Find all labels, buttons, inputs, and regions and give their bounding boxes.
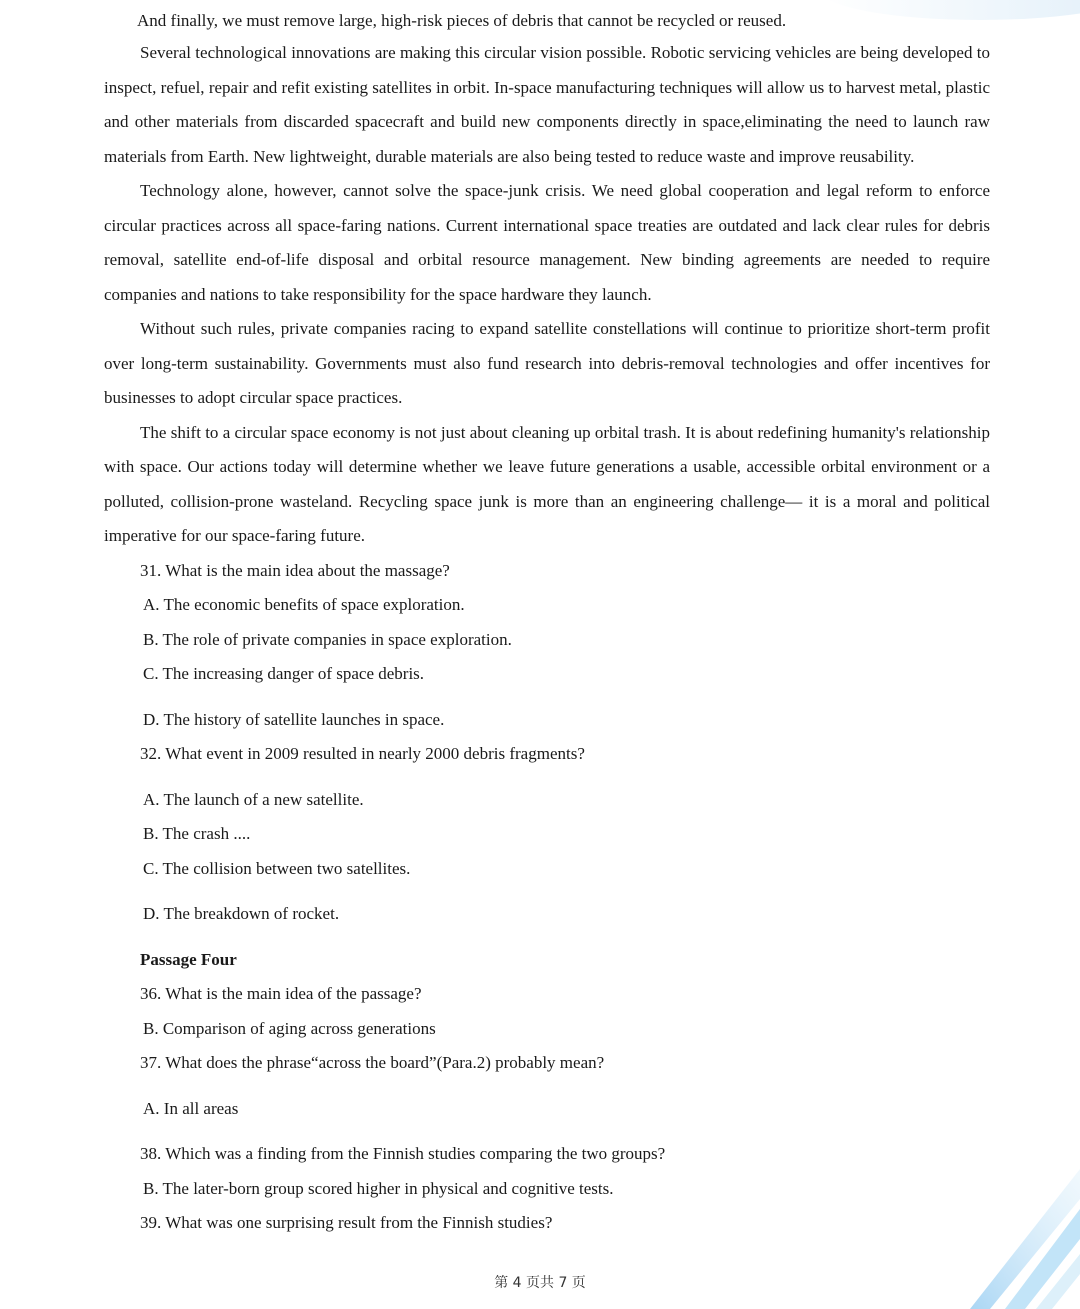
option-c: C. The collision between two satellites.: [143, 858, 411, 878]
question-text: 37. What does the phrase“across the board”(Para.2) probably mean?: [140, 1053, 605, 1072]
question-text: 31. What is the main idea about the massage?: [140, 560, 450, 580]
decorative-corner-stripes: [970, 1169, 1080, 1309]
question-38: [104, 1137, 990, 1206]
paragraph-3: Technology alone, however, cannot solve the space-junk crisis. We need global cooperation and legal reform to enforce circular practices across all space-faring nations. Current international space treaties are outdated and lack clear rules for debris removal, satellite end-of-life disposal and orbital resource management. New binding agreements are needed to require companies and nations to take responsibility for the space hardware they launch.: [104, 181, 990, 304]
page-content: [104, 6, 990, 1241]
section-heading-passage-four: Passage Four: [140, 949, 237, 969]
option-b: B. The crash ....: [143, 824, 251, 843]
option-b: B. The role of private companies in space exploration.: [143, 629, 512, 649]
question-37: [104, 1046, 990, 1126]
question-text: 32. What event in 2009 resulted in nearly 2000 debris fragments?: [140, 744, 585, 763]
question-36: [104, 977, 990, 1046]
question-39: [104, 1206, 990, 1241]
question-32: [104, 737, 990, 932]
option-a: A. The launch of a new satellite.: [143, 789, 364, 809]
paragraph-2: Several technological innovations are making this circular vision possible. Robotic servicing vehicles are being developed to inspect, refuel, repair and refit existing satellites in orbit. In-space manufacturing techniques will allow us to harvest metal, plastic and other materials from discarded spacecraft and build new components directly in space,eliminating the need to launch raw materials from Earth. New lightweight, durable materials are also being tested to reduce waste and improve reusability.: [104, 43, 990, 166]
paragraph-5: The shift to a circular space economy is not just about cleaning up orbital trash. It is about redefining humanity's relationship with space. Our actions today will determine whether we leave future generations a usable, accessible orbital environment or a polluted, collision-prone wasteland. Recycling space junk is more than an engineering challenge— it is a moral and political imperative for our space-faring future.: [104, 422, 990, 545]
question-text: 38. Which was a finding from the Finnish studies comparing the two groups?: [140, 1144, 666, 1163]
option-a: A. The economic benefits of space exploration.: [143, 595, 465, 614]
option-a: A. In all areas: [143, 1098, 239, 1118]
option-c: C. The increasing danger of space debris.: [143, 664, 425, 683]
page-footer: 第 4 页共 7 页: [494, 1275, 586, 1291]
option-d: D. The breakdown of rocket.: [143, 904, 340, 923]
option-d: D. The history of satellite launches in space.: [143, 709, 445, 729]
paragraph-1: And finally, we must remove large, high-risk pieces of debris that cannot be recycled or reused.: [137, 11, 787, 30]
question-text: 36. What is the main idea of the passage?: [140, 984, 422, 1003]
question-text: 39. What was one surprising result from the Finnish studies?: [140, 1213, 553, 1232]
question-31: [104, 554, 990, 738]
option-b: B. The later-born group scored higher in physical and cognitive tests.: [143, 1178, 614, 1198]
paragraph-4: Without such rules, private companies racing to expand satellite constellations will continue to prioritize short-term profit over long-term sustainability. Governments must also fund research into debris-removal technologies and offer incentives for businesses to adopt circular space practices.: [104, 319, 990, 407]
option-b: B. Comparison of aging across generations: [143, 1018, 436, 1038]
